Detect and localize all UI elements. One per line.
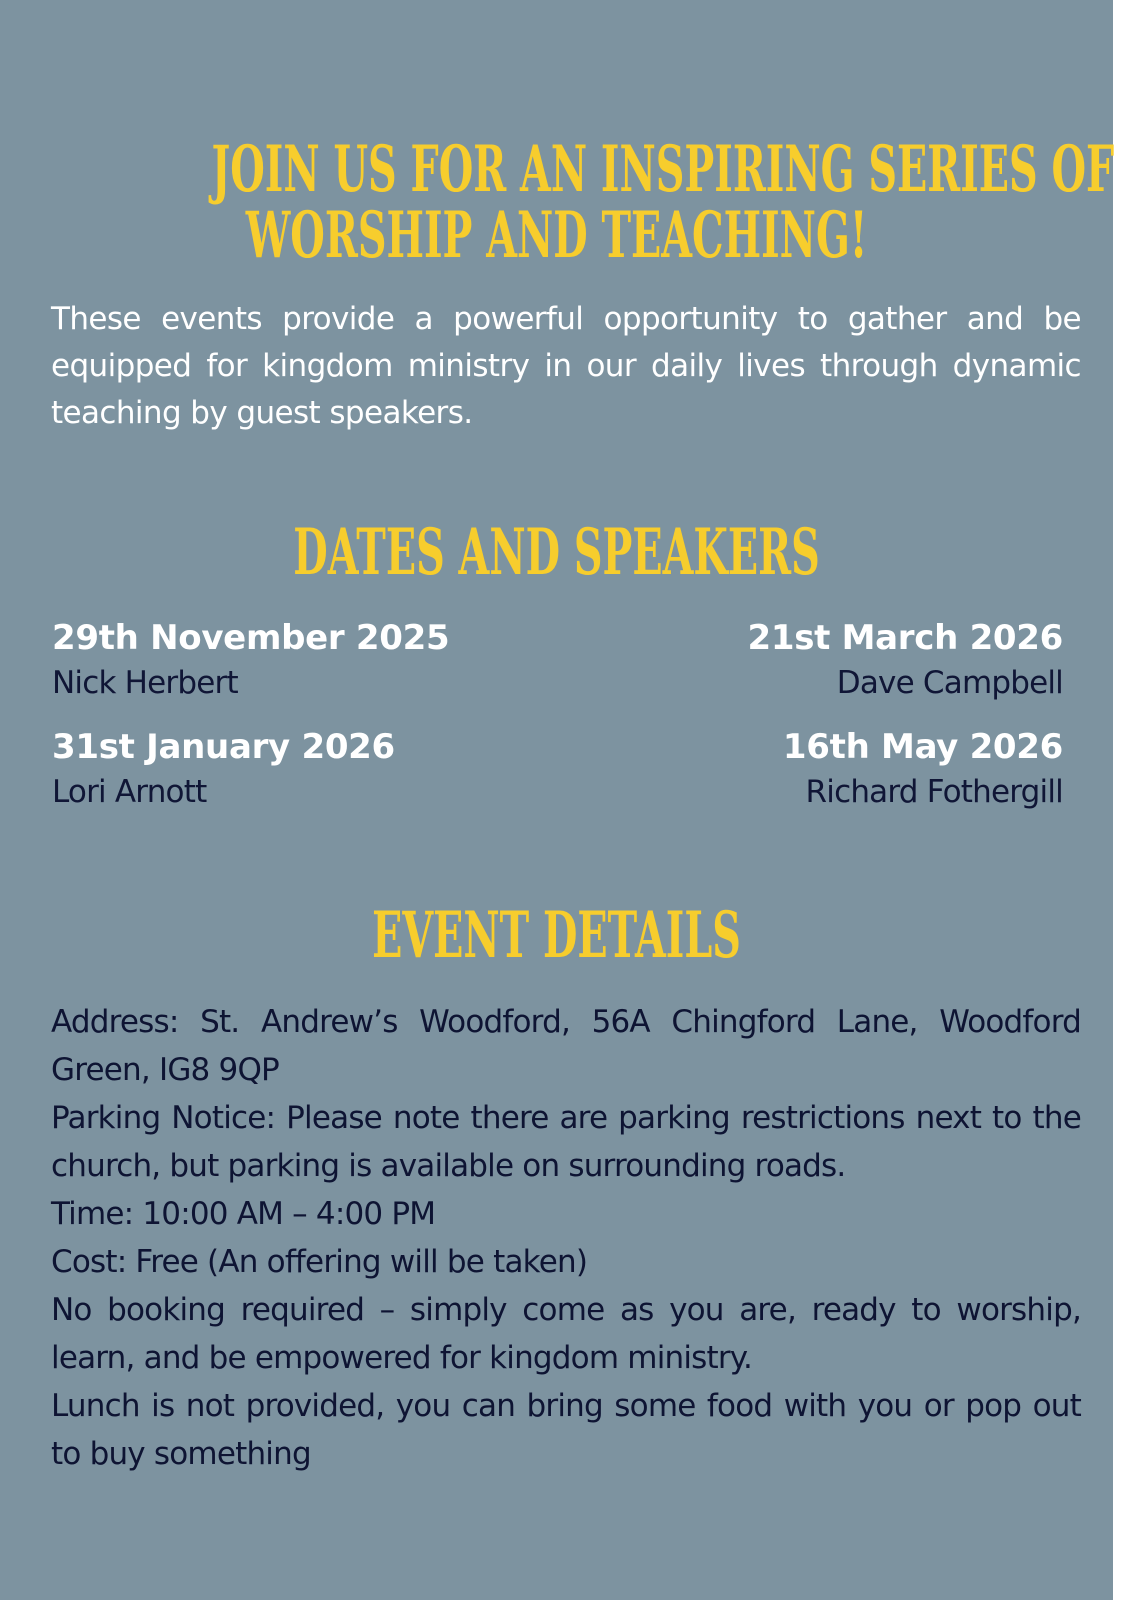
event-date: 16th May 2026 bbox=[782, 727, 1063, 767]
main-heading bbox=[211, 132, 1115, 273]
event-speaker: Dave Campbell bbox=[836, 665, 1063, 701]
event-item-3 bbox=[52, 725, 395, 815]
event-item-2 bbox=[747, 616, 1063, 706]
main-heading-line1: JOIN US FOR AN INSPIRING SERIES OF bbox=[211, 132, 1115, 207]
detail-address: Address: St. Andrew’s Woodford, 56A Chingford Lane, Woodford Green, IG8 9QP bbox=[51, 1004, 1081, 1088]
event-details bbox=[51, 998, 1081, 1478]
event-speaker: Richard Fothergill bbox=[805, 774, 1063, 810]
event-speaker: Lori Arnott bbox=[52, 774, 207, 810]
event-date: 21st March 2026 bbox=[747, 618, 1063, 658]
dates-heading: DATES AND SPEAKERS bbox=[293, 515, 820, 590]
main-heading-line2: WORSHIP AND TEACHING! bbox=[245, 198, 868, 273]
detail-time: Time: 10:00 AM – 4:00 PM bbox=[51, 1196, 436, 1232]
event-item-4 bbox=[783, 725, 1063, 815]
detail-lunch: Lunch is not provided, you can bring some food with you or pop out to buy something bbox=[51, 1388, 1081, 1472]
detail-cost: Cost: Free (An offering will be taken) bbox=[51, 1244, 588, 1280]
details-heading: EVENT DETAILS bbox=[372, 898, 741, 973]
detail-parking: Parking Notice: Please note there are parking restrictions next to the church, but parking is available on surrounding roads. bbox=[51, 1100, 1081, 1184]
event-date: 31st January 2026 bbox=[52, 727, 395, 767]
event-date: 29th November 2025 bbox=[52, 618, 450, 658]
detail-booking: No booking required – simply come as you are, ready to worship, learn, and be empowered for kingdom ministry. bbox=[51, 1292, 1081, 1376]
event-item-1 bbox=[52, 616, 449, 706]
intro-paragraph: These events provide a powerful opportunity to gather and be equipped for kingdom ministry in our daily lives through dynamic teaching by guest speakers. bbox=[51, 301, 1081, 431]
event-speaker: Nick Herbert bbox=[52, 665, 238, 701]
